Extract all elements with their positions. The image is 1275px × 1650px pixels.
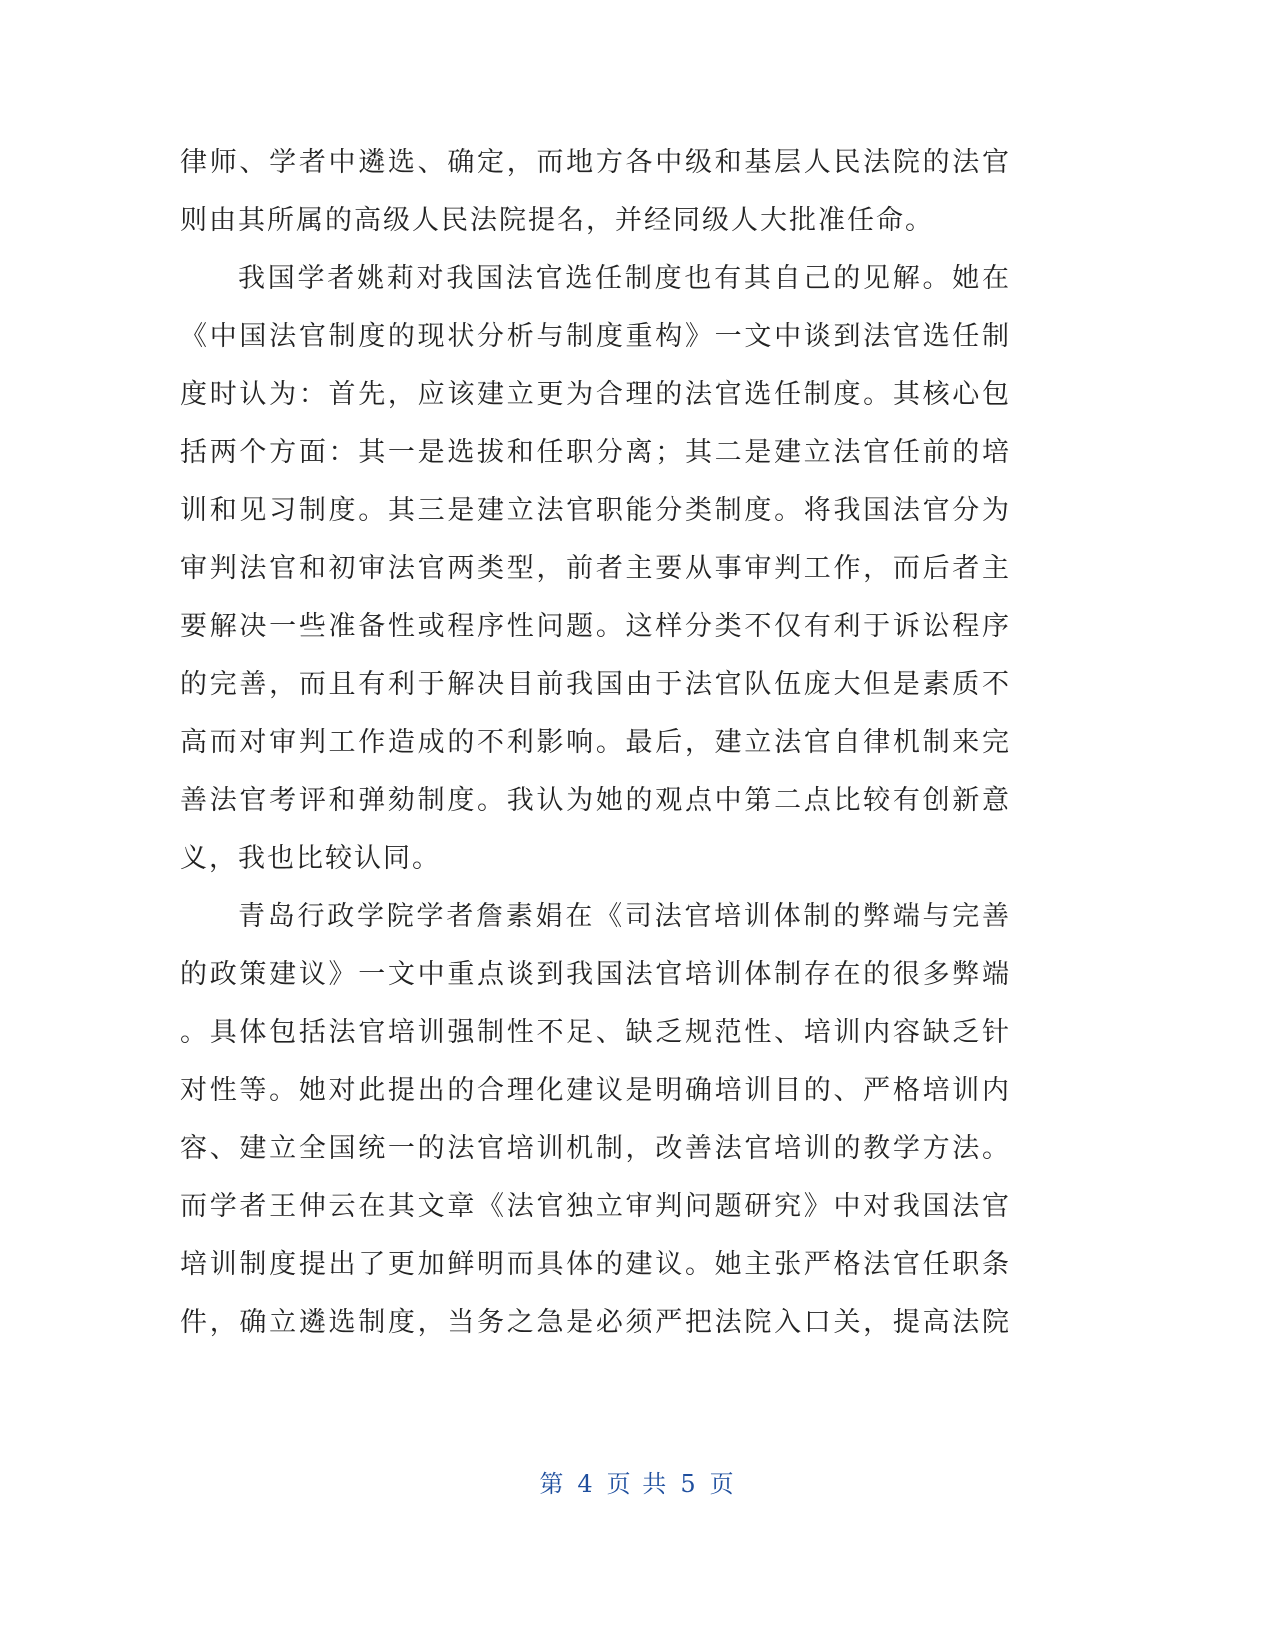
text-line: 对性等。她对此提出的合理化建议是明确培训目的、严格培训内 (180, 1075, 1010, 1106)
current-page-number: 4 (577, 1470, 595, 1498)
text-line: 义，我也比较认同。 (180, 843, 441, 874)
text-line: 。具体包括法官培训强制性不足、缺乏规范性、培训内容缺乏针 (180, 1017, 1010, 1048)
text-line: 我国学者姚莉对我国法官选任制度也有其自己的见解。她在 (238, 263, 1010, 294)
page-footer (0, 1464, 1275, 1499)
text-line: 善法官考评和弹劾制度。我认为她的观点中第二点比较有创新意 (180, 785, 1010, 816)
document-body (180, 134, 1010, 1352)
text-line: 训和见习制度。其三是建立法官职能分类制度。将我国法官分为 (180, 495, 1010, 526)
text-line: 容、建立全国统一的法官培训机制，改善法官培训的教学方法。 (180, 1133, 1010, 1164)
footer-prefix: 第 (539, 1470, 566, 1498)
text-line: 的政策建议》一文中重点谈到我国法官培训体制存在的很多弊端 (180, 959, 1010, 990)
text-line: 件，确立遴选制度，当务之急是必须严把法院入口关，提高法院 (180, 1307, 1010, 1338)
text-line: 则由其所属的高级人民法院提名，并经同级人大批准任命。 (180, 205, 934, 236)
text-line: 《中国法官制度的现状分析与制度重构》一文中谈到法官选任制 (180, 321, 1010, 352)
text-line: 括两个方面：其一是选拔和任职分离；其二是建立法官任前的培 (180, 437, 1010, 468)
text-line: 青岛行政学院学者詹素娟在《司法官培训体制的弊端与完善 (238, 901, 1010, 932)
footer-mid: 页 共 (606, 1470, 669, 1498)
text-line: 律师、学者中遴选、确定，而地方各中级和基层人民法院的法官 (180, 147, 1010, 178)
text-line: 审判法官和初审法官两类型，前者主要从事审判工作，而后者主 (180, 553, 1010, 584)
text-line: 高而对审判工作造成的不利影响。最后，建立法官自律机制来完 (180, 727, 1010, 758)
text-line: 培训制度提出了更加鲜明而具体的建议。她主张严格法官任职条 (180, 1249, 1010, 1280)
text-line: 而学者王伸云在其文章《法官独立审判问题研究》中对我国法官 (180, 1191, 1010, 1222)
text-line: 的完善，而且有利于解决目前我国由于法官队伍庞大但是素质不 (180, 669, 1010, 700)
total-pages-number: 5 (680, 1470, 698, 1498)
text-line: 度时认为：首先，应该建立更为合理的法官选任制度。其核心包 (180, 379, 1010, 410)
footer-suffix: 页 (709, 1470, 736, 1498)
text-line: 要解决一些准备性或程序性问题。这样分类不仅有利于诉讼程序 (180, 611, 1010, 642)
